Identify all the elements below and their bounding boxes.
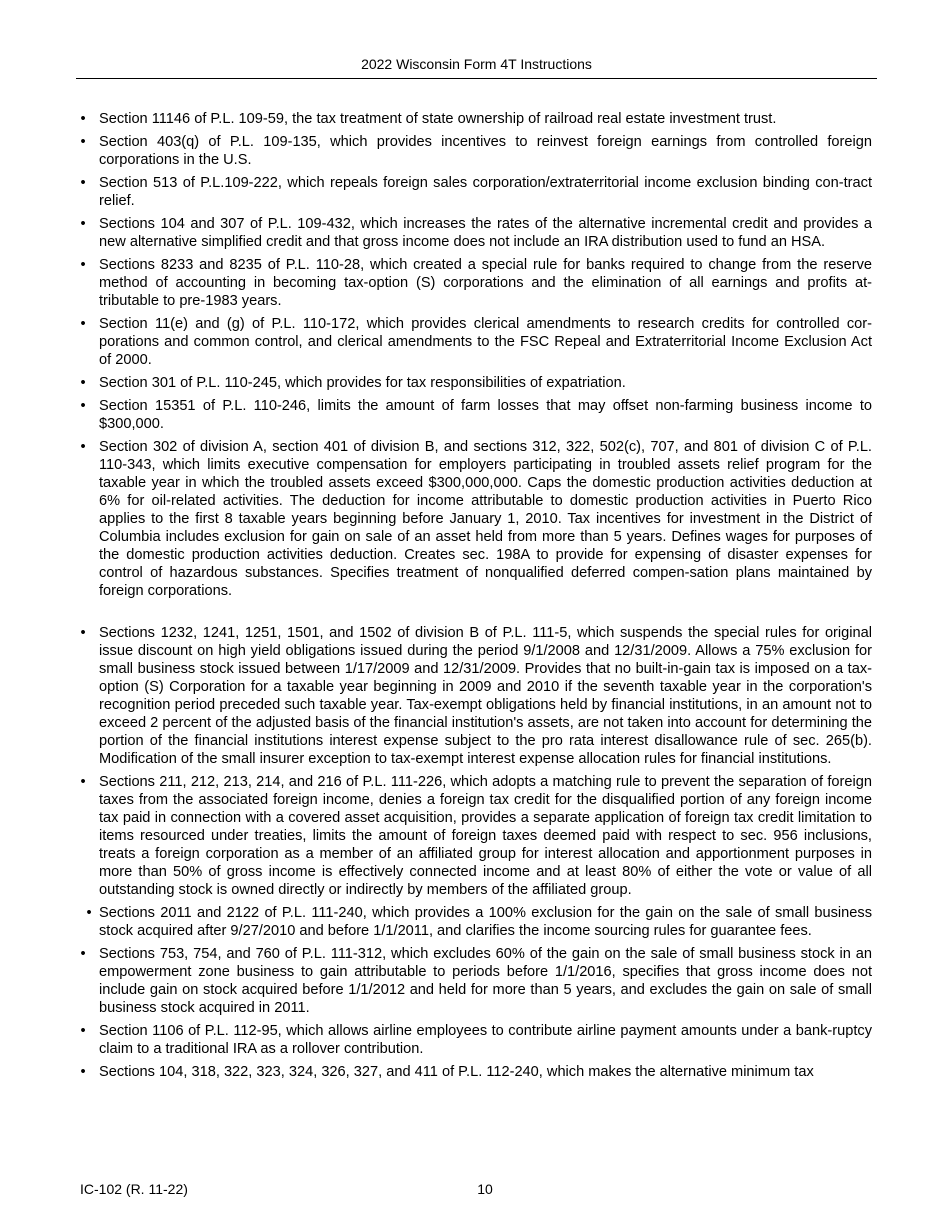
list-item [76,1022,872,1058]
list-item-text: Section 301 of P.L. 110-245, which provides for tax responsibilities of expatriation. [99,375,626,391]
list-item-text: Sections 211, 212, 213, 214, and 216 of P.L. 111-226, which adopts a matching rule to prevent the separation of foreign taxes from the associated foreign income, denies a foreign tax credit for the disqualified portion of any foreign income tax paid in connection with a covered asset acquisition, provides a separate application of foreign tax credit limitation to items resourced under treaties, limits the amount of foreign taxes deemed paid with respect to sec. 956 inclusions, treats a foreign corporation as a member of an affiliated group for interest allocation and apportionment purposes in more than 50% of gross income is effectively connected income and at least 80% of either the vote or value of all outstanding stock is owned directly or indirectly by members of the affiliated group. [99,774,872,898]
bullet-icon: • [80,625,86,641]
bullet-icon: • [80,946,86,962]
list-item-text: Section 1106 of P.L. 112-95, which allows airline employees to contribute airline payment amounts under a bank-ruptcy claim to a traditional IRA as a rollover contribution. [99,1023,872,1057]
list-item [76,945,872,1017]
list-item-text: Section 403(q) of P.L. 109-135, which provides incentives to reinvest foreign earnings from controlled foreign corporations in the U.S. [99,134,872,168]
form-identifier: IC-102 (R. 11-22) [80,1181,188,1197]
list-item [76,215,872,251]
bullet-icon: • [80,134,86,150]
list-item [76,174,872,210]
page-number: 10 [477,1181,493,1197]
list-item [76,110,872,128]
bullet-icon: • [80,257,86,273]
list-item-text: Section 11(e) and (g) of P.L. 110-172, which provides clerical amendments to research credits for controlled cor-porations and common control, and clerical amendments to the FSC Repeal and Extraterritorial Income Exclusion Act of 2000. [99,316,872,368]
bullet-icon: • [80,375,86,391]
list-item [76,315,872,369]
list-item-text: Sections 104 and 307 of P.L. 109-432, which increases the rates of the alternative incremental credit and provides a new alternative simplified credit and that gross income does not include an IRA distribution used to fund an HSA. [99,216,872,250]
list-item [76,624,872,768]
list-item [76,397,872,433]
bullet-icon: • [80,439,86,455]
bullet-icon: • [80,398,86,414]
list-item-text: Sections 104, 318, 322, 323, 324, 326, 327, and 411 of P.L. 112-240, which makes the alternative minimum tax [99,1064,814,1080]
bullet-icon: • [80,1023,86,1039]
bullet-icon: • [86,905,92,921]
list-item-text: Sections 8233 and 8235 of P.L. 110-28, which created a special rule for banks required to change from the reserve method of accounting in becoming tax-option (S) corporations and the elimination of all earnings and profits at-tributable to pre-1983 years. [99,257,872,309]
bullet-icon: • [80,111,86,127]
list-item-text: Sections 1232, 1241, 1251, 1501, and 1502 of division B of P.L. 111-5, which suspends the special rules for original issue discount on high yield obligations issued during the period 9/1/2008 and 12/31/2009. Allows a 75% exclusion for small business stock issued between 1/17/2009 and 12/31/2009. Provides that no built-in-gain tax is imposed on a tax-option (S) Corporation for a taxable year beginning in 2009 and 2010 if the seventh taxable year in the corporation's recognition period preceded such taxable year. Tax-exempt obligations held by financial institutions, in an amount not to exceed 2 percent of the adjusted basis of the financial institution's assets, are not taken into account for determining the portion of the financial institutions interest expense subject to the pro rata interest disallowance rule of sec. 265(b). Modification of the small insurer exception to tax-exempt interest expense allocation rules for financial institutions. [99,625,872,767]
bullet-icon: • [80,774,86,790]
page-header: 2022 Wisconsin Form 4T Instructions [361,56,592,72]
list-item [76,1063,872,1081]
list-item [76,773,872,899]
list-item-text: Section 513 of P.L.109-222, which repeals foreign sales corporation/extraterritorial income exclusion binding con-tract relief. [99,175,872,209]
list-item [76,256,872,310]
list-item-text: Sections 753, 754, and 760 of P.L. 111-312, which excludes 60% of the gain on the sale of small business stock in an empowerment zone business to gain attributable to periods before 1/1/2016, specifies that gross income does not include gain on stock acquired before 1/1/2012 and held for more than 5 years, and excludes the gain on sale of small business stock acquired in 2011. [99,946,872,1016]
law-section-list [76,110,872,1081]
list-item [76,133,872,169]
list-item-text: Sections 2011 and 2122 of P.L. 111-240, which provides a 100% exclusion for the gain on the sale of small business stock acquired after 9/27/2010 and before 1/1/2011, and clarifies the income sourcing rules for guarantee fees. [99,905,872,939]
header-rule [76,78,877,79]
list-item [76,904,872,940]
list-item [76,374,872,392]
list-item-text: Section 11146 of P.L. 109-59, the tax treatment of state ownership of railroad real estate investment trust. [99,111,777,127]
list-item-text: Section 15351 of P.L. 110-246, limits the amount of farm losses that may offset non-farming business income to $300,000. [99,398,872,432]
bullet-icon: • [80,1064,86,1080]
bullet-icon: • [80,216,86,232]
list-item [76,438,872,600]
bullet-icon: • [80,316,86,332]
list-item-text: Section 302 of division A, section 401 of division B, and sections 312, 322, 502(c), 707, and 801 of division C of P.L. 110-343, which limits executive compensation for employers participating in troubled assets relief program for the taxable year in which the troubled assets exceed $300,000,000. Caps the domestic production activities deduction at 6% for oil-related activities. The deduction for income attributable to domestic production activities in Puerto Rico applies to the first 8 taxable years beginning before January 1, 2010. Tax incentives for investment in the District of Columbia includes exclusion for gain on sale of an asset held from more than 5 years. Defines wages for purposes of the domestic production activities deduction. Creates sec. 198A to provide for expensing of disaster expenses for control of hazardous substances. Specifies treatment of nonqualified deferred compen-sation plans maintained by foreign corporations. [99,439,872,599]
page-body [76,110,872,1086]
bullet-icon: • [80,175,86,191]
